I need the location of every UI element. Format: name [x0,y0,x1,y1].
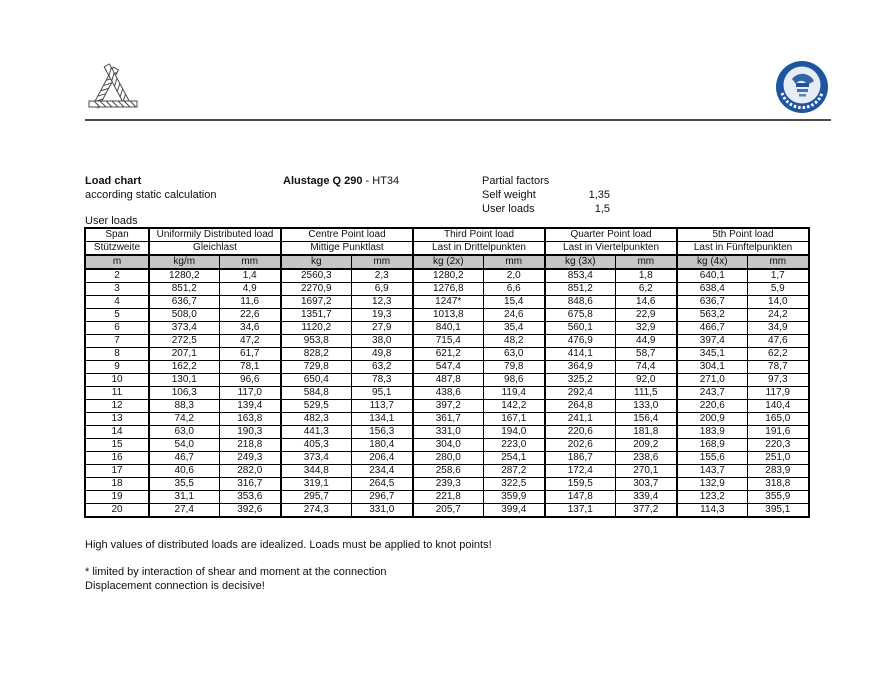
table-row [85,439,809,452]
header-quarter-de: Last in Viertelpunkten [545,242,677,256]
table-cell: 15 [85,439,149,452]
table-cell: 303,7 [615,478,677,491]
header-divider [85,119,831,121]
table-cell: 319,1 [281,478,351,491]
table-cell: 191,6 [747,426,809,439]
table-cell: 5 [85,309,149,322]
unit-kg: kg [281,255,351,269]
footnotes-block [85,565,386,593]
table-cell: 117,9 [747,387,809,400]
table-cell: 271,0 [677,374,747,387]
unit-mm-4: mm [615,255,677,269]
doc-title: Load chart [85,175,142,187]
table-cell: 62,2 [747,348,809,361]
table-cell: 272,5 [149,335,219,348]
table-cell: 155,6 [677,452,747,465]
table-cell: 19,3 [351,309,413,322]
header-third-en: Third Point load [413,228,545,242]
table-cell: 147,8 [545,491,615,504]
note-displacement: Displacement connection is decisive! [85,580,265,592]
truss-triangle-icon [86,62,140,116]
table-cell: 209,2 [615,439,677,452]
table-cell: 251,0 [747,452,809,465]
header-udl-de: Gleichlast [149,242,281,256]
table-cell: 79,8 [483,361,545,374]
self-weight-label: Self weight [482,189,536,201]
table-cell: 345,1 [677,348,747,361]
product-name-bold: Alustage Q 290 [283,175,363,187]
table-cell: 10 [85,374,149,387]
table-cell: 47,6 [747,335,809,348]
note-idealized: High values of distributed loads are idealized. Loads must be applied to knot points! [85,539,492,551]
table-row [85,478,809,491]
table-cell: 264,5 [351,478,413,491]
table-cell: 295,7 [281,491,351,504]
table-cell: 238,6 [615,452,677,465]
table-cell: 133,0 [615,400,677,413]
truss-triangle-logo [86,62,140,116]
table-cell: 97,3 [747,374,809,387]
table-cell: 140,4 [747,400,809,413]
unit-m: m [85,255,149,269]
table-cell: 24,6 [483,309,545,322]
table-cell: 438,6 [413,387,483,400]
table-cell: 20 [85,504,149,518]
table-cell: 355,9 [747,491,809,504]
table-cell: 264,8 [545,400,615,413]
table-cell: 16 [85,452,149,465]
table-cell: 715,4 [413,335,483,348]
table-cell: 142,2 [483,400,545,413]
table-cell: 6,9 [351,283,413,296]
table-cell: 13 [85,413,149,426]
unit-kg-2x: kg (2x) [413,255,483,269]
table-cell: 331,0 [351,504,413,518]
user-loads-factor-value: 1,5 [594,203,610,215]
table-cell: 650,4 [281,374,351,387]
table-cell: 304,1 [677,361,747,374]
header-span-en: Span [85,228,149,242]
table-cell: 78,1 [219,361,281,374]
table-cell: 2560,3 [281,269,351,283]
table-cell: 130,1 [149,374,219,387]
table-cell: 675,8 [545,309,615,322]
table-cell: 96,6 [219,374,281,387]
table-cell: 11 [85,387,149,400]
table-cell: 123,2 [677,491,747,504]
table-cell: 1013,8 [413,309,483,322]
table-cell: 11,6 [219,296,281,309]
table-cell: 2 [85,269,149,283]
table-cell: 34,6 [219,322,281,335]
header-fifth-de: Last in Fünftelpunkten [677,242,809,256]
table-cell: 35,4 [483,322,545,335]
header-centre-de: Mittige Punktlast [281,242,413,256]
table-cell: 1351,7 [281,309,351,322]
table-cell: 200,9 [677,413,747,426]
table-cell: 202,6 [545,439,615,452]
table-cell: 353,6 [219,491,281,504]
table-cell: 621,2 [413,348,483,361]
table-cell: 207,1 [149,348,219,361]
table-cell: 851,2 [545,283,615,296]
table-cell: 12 [85,400,149,413]
table-cell: 9 [85,361,149,374]
table-cell: 223,0 [483,439,545,452]
table-cell: 560,1 [545,322,615,335]
table-cell: 1,4 [219,269,281,283]
table-cell: 27,9 [351,322,413,335]
table-cell: 14,6 [615,296,677,309]
table-cell: 18 [85,478,149,491]
table-cell: 172,4 [545,465,615,478]
unit-kg-per-m: kg/m [149,255,219,269]
table-cell: 221,8 [413,491,483,504]
table-row [85,283,809,296]
table-row [85,348,809,361]
table-cell: 361,7 [413,413,483,426]
table-cell: 32,9 [615,322,677,335]
table-row [85,296,809,309]
table-cell: 339,4 [615,491,677,504]
table-header-row-units [85,255,809,269]
table-cell: 282,0 [219,465,281,478]
table-cell: 280,0 [413,452,483,465]
table-cell: 19 [85,491,149,504]
table-cell: 405,3 [281,439,351,452]
table-cell: 397,4 [677,335,747,348]
table-cell: 139,4 [219,400,281,413]
table-cell: 165,0 [747,413,809,426]
table-cell: 640,1 [677,269,747,283]
table-cell: 529,5 [281,400,351,413]
unit-kg-3x: kg (3x) [545,255,615,269]
table-cell: 487,8 [413,374,483,387]
table-cell: 61,7 [219,348,281,361]
header-third-de: Last in Drittelpunkten [413,242,545,256]
table-cell: 220,6 [677,400,747,413]
table-row [85,465,809,478]
table-cell: 40,6 [149,465,219,478]
product-name [283,174,399,188]
table-cell: 953,8 [281,335,351,348]
table-caption: User loads [85,215,138,227]
unit-mm-2: mm [351,255,413,269]
user-loads-factor-label: User loads [482,203,535,215]
table-row [85,452,809,465]
table-cell: 270,1 [615,465,677,478]
self-weight-value: 1,35 [588,189,610,201]
table-cell: 186,7 [545,452,615,465]
table-cell: 1,8 [615,269,677,283]
table-cell: 466,7 [677,322,747,335]
table-cell: 729,8 [281,361,351,374]
table-cell: 156,4 [615,413,677,426]
table-cell: 117,0 [219,387,281,400]
table-cell: 1247* [413,296,483,309]
table-cell: 399,4 [483,504,545,518]
table-cell: 296,7 [351,491,413,504]
table-cell: 159,5 [545,478,615,491]
partial-factors-label: Partial factors [482,175,550,187]
table-cell: 547,4 [413,361,483,374]
table-cell: 156,3 [351,426,413,439]
table-cell: 162,2 [149,361,219,374]
table-cell: 395,1 [747,504,809,518]
table-cell: 74,2 [149,413,219,426]
table-cell: 563,2 [677,309,747,322]
table-cell: 274,3 [281,504,351,518]
table-cell: 22,9 [615,309,677,322]
table-cell: 49,8 [351,348,413,361]
table-cell: 143,7 [677,465,747,478]
header-udl-en: Uniformily Distributed load [149,228,281,242]
load-table-body [85,269,809,517]
table-cell: 1280,2 [413,269,483,283]
table-cell: 2,3 [351,269,413,283]
table-cell: 4,9 [219,283,281,296]
table-cell: 4 [85,296,149,309]
load-table [84,227,810,518]
table-row [85,400,809,413]
table-row [85,413,809,426]
table-cell: 15,4 [483,296,545,309]
table-cell: 111,5 [615,387,677,400]
table-cell: 22,6 [219,309,281,322]
table-cell: 482,3 [281,413,351,426]
table-cell: 180,4 [351,439,413,452]
table-row [85,322,809,335]
table-cell: 254,1 [483,452,545,465]
table-row [85,269,809,283]
table-row [85,504,809,518]
table-cell: 1280,2 [149,269,219,283]
table-row [85,387,809,400]
table-cell: 74,4 [615,361,677,374]
table-cell: 218,8 [219,439,281,452]
table-cell: 38,0 [351,335,413,348]
table-cell: 636,7 [677,296,747,309]
table-row [85,491,809,504]
table-row [85,309,809,322]
table-cell: 6,6 [483,283,545,296]
table-row [85,361,809,374]
table-cell: 344,8 [281,465,351,478]
table-cell: 234,4 [351,465,413,478]
table-cell: 183,9 [677,426,747,439]
table-cell: 14,0 [747,296,809,309]
header-quarter-en: Quarter Point load [545,228,677,242]
table-cell: 92,0 [615,374,677,387]
table-cell: 98,6 [483,374,545,387]
table-cell: 132,9 [677,478,747,491]
table-cell: 114,3 [677,504,747,518]
table-cell: 2,0 [483,269,545,283]
table-cell: 292,4 [545,387,615,400]
table-cell: 119,4 [483,387,545,400]
table-cell: 241,1 [545,413,615,426]
table-cell: 6 [85,322,149,335]
table-cell: 318,8 [747,478,809,491]
table-cell: 58,7 [615,348,677,361]
table-cell: 441,3 [281,426,351,439]
table-cell: 63,0 [483,348,545,361]
table-cell: 2270,9 [281,283,351,296]
table-cell: 373,4 [281,452,351,465]
table-cell: 167,1 [483,413,545,426]
table-cell: 134,1 [351,413,413,426]
table-cell: 46,7 [149,452,219,465]
table-cell: 27,4 [149,504,219,518]
table-cell: 95,1 [351,387,413,400]
table-cell: 322,5 [483,478,545,491]
table-cell: 1120,2 [281,322,351,335]
table-cell: 287,2 [483,465,545,478]
table-cell: 584,8 [281,387,351,400]
table-cell: 325,2 [545,374,615,387]
table-cell: 283,9 [747,465,809,478]
table-cell: 163,8 [219,413,281,426]
table-cell: 7 [85,335,149,348]
table-cell: 258,6 [413,465,483,478]
header-span-de: Stützweite [85,242,149,256]
table-row [85,426,809,439]
table-cell: 181,8 [615,426,677,439]
table-cell: 364,9 [545,361,615,374]
partial-factors-block [482,174,610,216]
unit-mm-1: mm [219,255,281,269]
table-cell: 14 [85,426,149,439]
table-cell: 5,9 [747,283,809,296]
table-cell: 34,9 [747,322,809,335]
table-cell: 1276,8 [413,283,483,296]
table-cell: 848,6 [545,296,615,309]
product-name-suffix: - HT34 [362,175,400,187]
certification-seal-icon [774,59,830,115]
table-cell: 220,3 [747,439,809,452]
table-cell: 63,2 [351,361,413,374]
table-row [85,374,809,387]
doc-title-block [85,174,216,202]
table-cell: 397,2 [413,400,483,413]
table-header-row-en [85,228,809,242]
table-cell: 331,0 [413,426,483,439]
table-cell: 851,2 [149,283,219,296]
table-cell: 63,0 [149,426,219,439]
header-fifth-en: 5th Point load [677,228,809,242]
table-cell: 476,9 [545,335,615,348]
table-cell: 377,2 [615,504,677,518]
table-cell: 113,7 [351,400,413,413]
table-cell: 239,3 [413,478,483,491]
table-cell: 205,7 [413,504,483,518]
unit-mm-5: mm [747,255,809,269]
table-header-row-de [85,242,809,256]
table-cell: 194,0 [483,426,545,439]
table-cell: 78,7 [747,361,809,374]
table-cell: 392,6 [219,504,281,518]
table-cell: 44,9 [615,335,677,348]
table-cell: 24,2 [747,309,809,322]
table-cell: 243,7 [677,387,747,400]
header-centre-en: Centre Point load [281,228,413,242]
table-cell: 304,0 [413,439,483,452]
certification-seal-logo [774,59,830,115]
table-cell: 190,3 [219,426,281,439]
table-cell: 1,7 [747,269,809,283]
table-row [85,335,809,348]
doc-subtitle: according static calculation [85,189,217,201]
table-cell: 1697,2 [281,296,351,309]
unit-kg-4x: kg (4x) [677,255,747,269]
table-cell: 48,2 [483,335,545,348]
table-cell: 31,1 [149,491,219,504]
table-cell: 373,4 [149,322,219,335]
table-cell: 17 [85,465,149,478]
table-cell: 220,6 [545,426,615,439]
table-cell: 316,7 [219,478,281,491]
table-cell: 828,2 [281,348,351,361]
table-cell: 840,1 [413,322,483,335]
table-cell: 78,3 [351,374,413,387]
table-cell: 206,4 [351,452,413,465]
table-cell: 8 [85,348,149,361]
table-cell: 3 [85,283,149,296]
table-cell: 54,0 [149,439,219,452]
table-cell: 137,1 [545,504,615,518]
note-limited: * limited by interaction of shear and moment at the connection [85,566,387,578]
table-cell: 249,3 [219,452,281,465]
table-cell: 106,3 [149,387,219,400]
table-cell: 35,5 [149,478,219,491]
table-cell: 414,1 [545,348,615,361]
table-cell: 12,3 [351,296,413,309]
table-cell: 508,0 [149,309,219,322]
table-cell: 47,2 [219,335,281,348]
table-cell: 853,4 [545,269,615,283]
table-cell: 168,9 [677,439,747,452]
unit-mm-3: mm [483,255,545,269]
table-cell: 638,4 [677,283,747,296]
table-cell: 88,3 [149,400,219,413]
table-cell: 6,2 [615,283,677,296]
table-cell: 636,7 [149,296,219,309]
table-cell: 359,9 [483,491,545,504]
